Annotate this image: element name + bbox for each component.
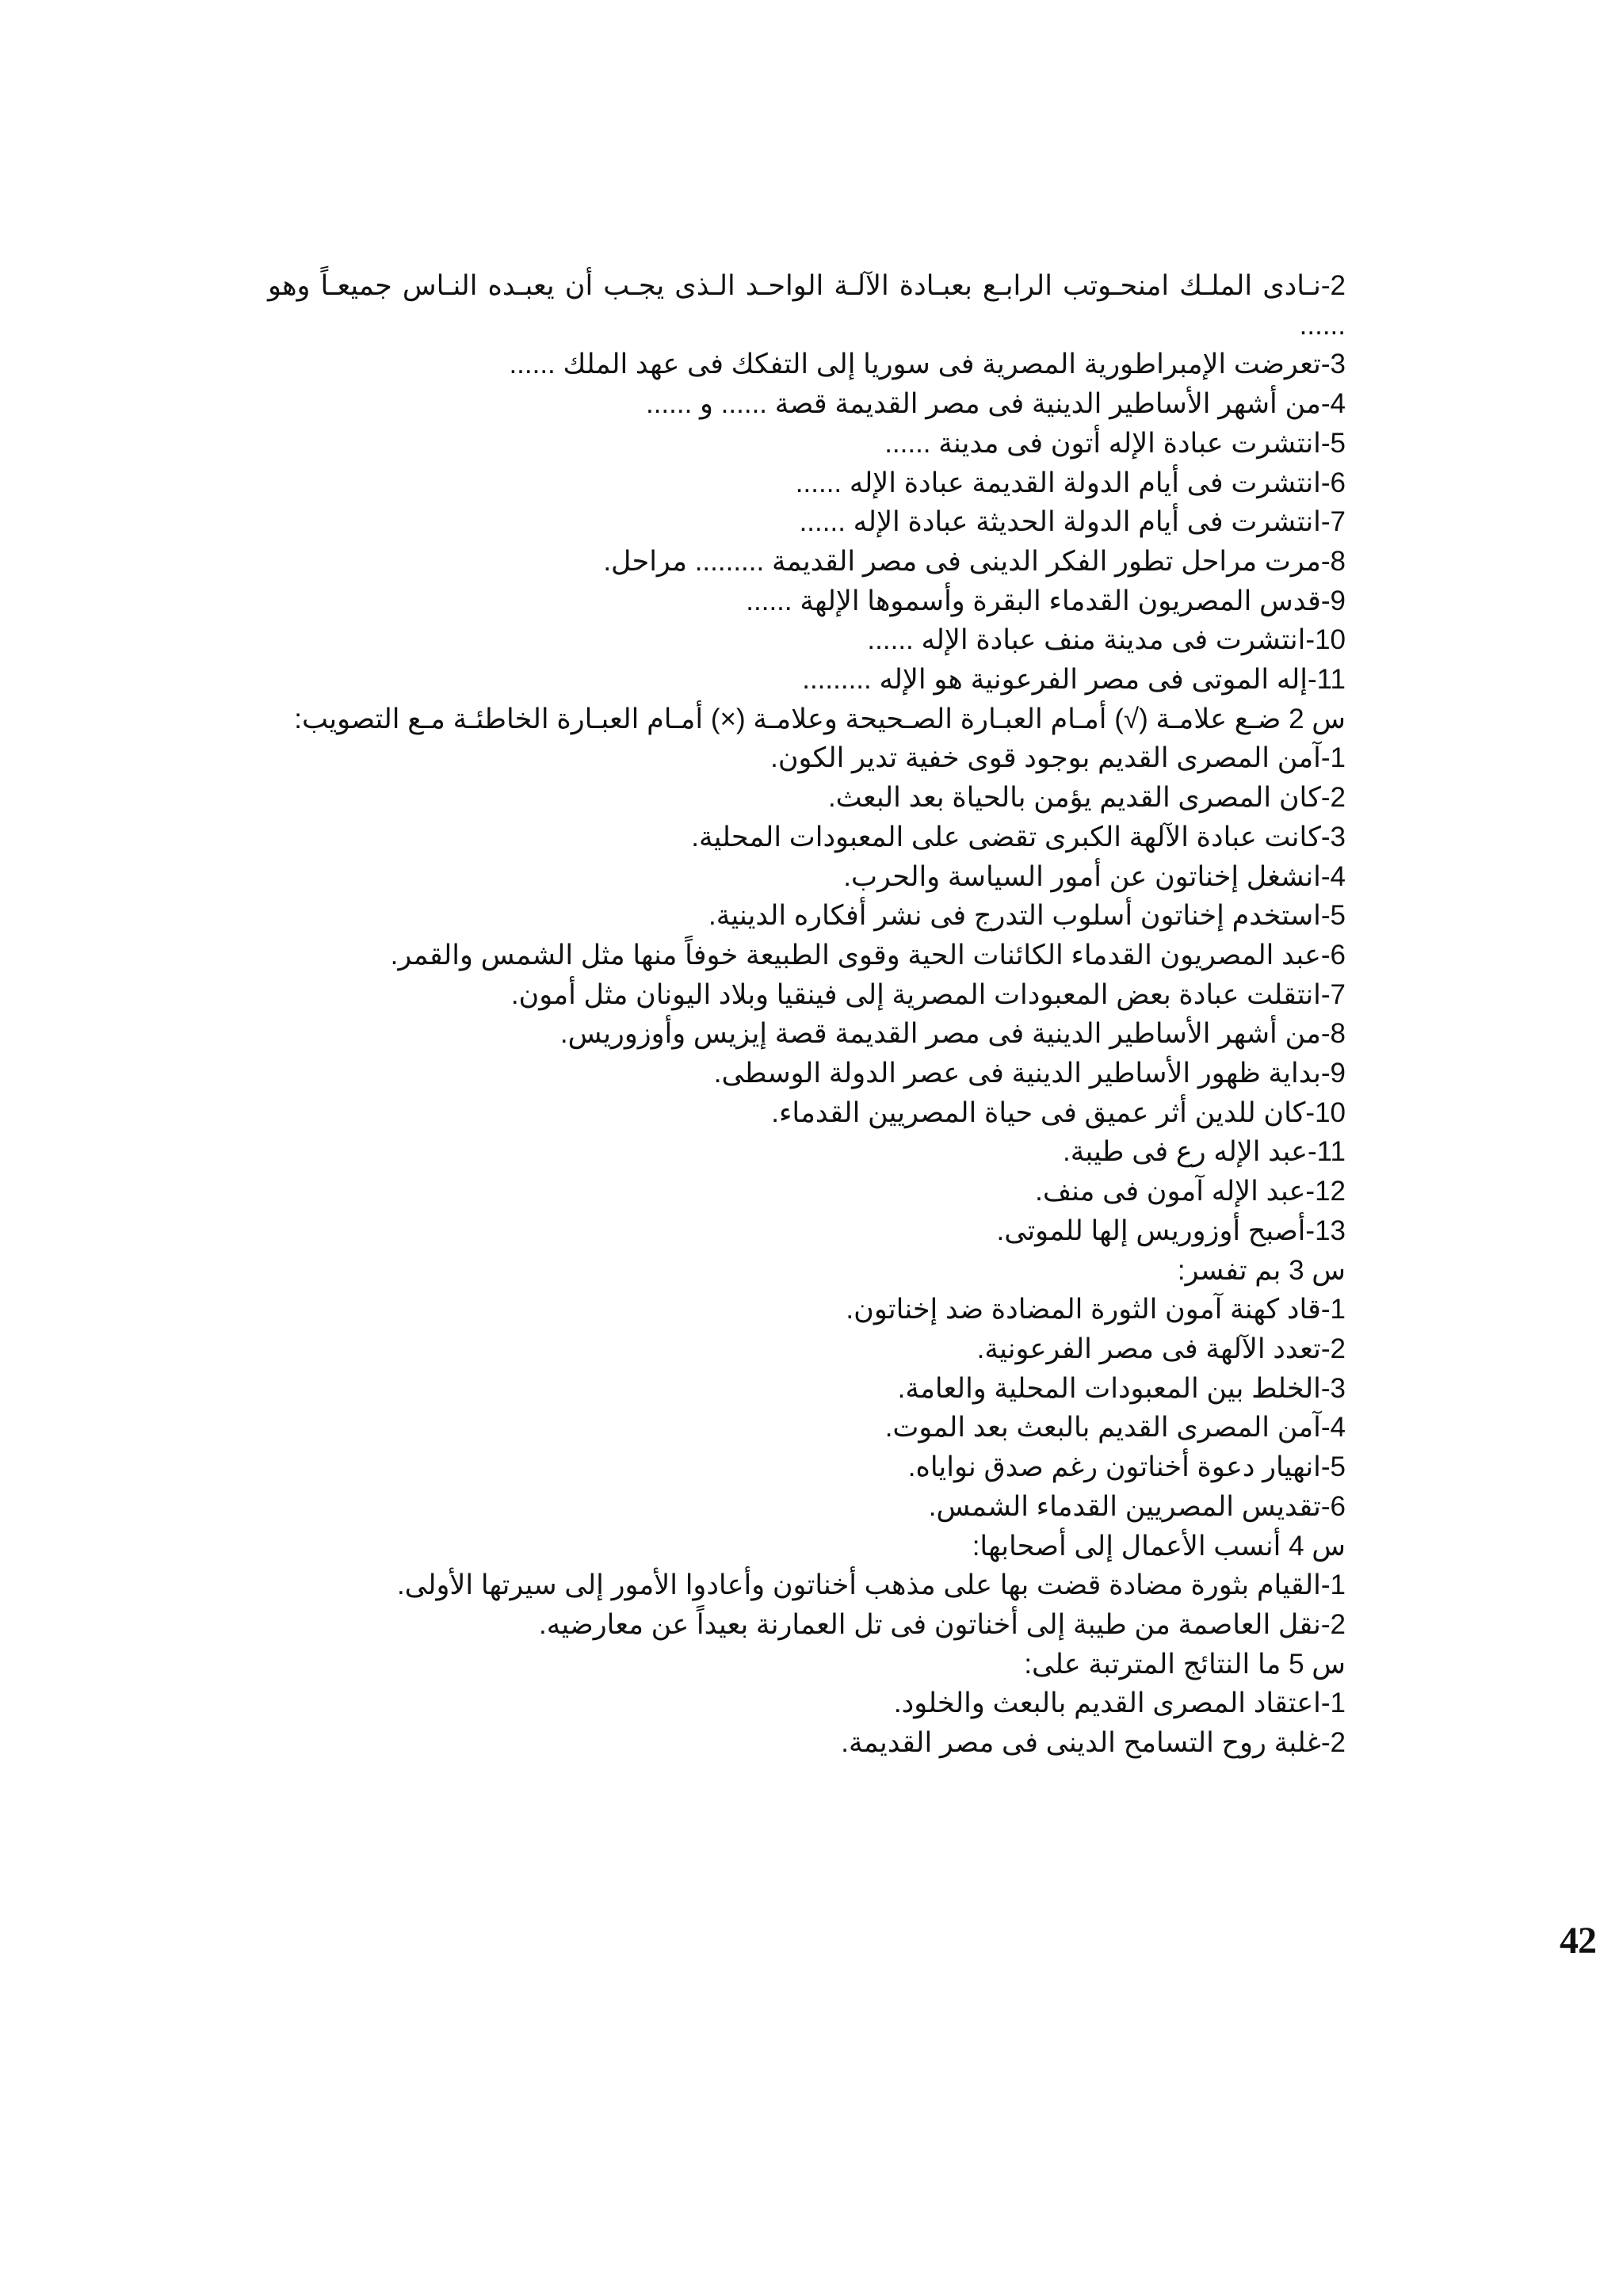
question-4-heading: س 4 أنسب الأعمال إلى أصحابها: — [972, 1530, 1346, 1562]
question-1-item-9: 9-قدس المصريون القدماء البقرة وأسموها الإلهة ...... — [746, 585, 1346, 616]
question-1-item-8: 8-مرت مراحل تطور الفكر الدينى فى مصر القديمة ......... مراحل. — [603, 545, 1346, 577]
question-1-item-3: 3-تعرضت الإمبراطورية المصرية فى سوريا إلى التفكك فى عهد الملك ...... — [509, 349, 1346, 380]
question-1-item-6: 6-انتشرت فى أيام الدولة القديمة عبادة الإله ...... — [795, 467, 1346, 498]
question-1-item-5: 5-انتشرت عبادة الإله أتون فى مدينة ...... — [884, 427, 1346, 459]
question-2-item-6: 6-عبد المصريون القدماء الكائنات الحية وقوى الطبيعة خوفاً منها مثل الشمس والقمر. — [390, 939, 1346, 971]
question-2-item-8: 8-من أشهر الأساطير الدينية فى مصر القديمة قصة إيزيس وأوزوريس. — [559, 1018, 1346, 1050]
question-3-item-2: 2-تعدد الآلهة فى مصر الفرعونية. — [976, 1333, 1346, 1364]
question-3-item-6: 6-تقديس المصريين القدماء الشمس. — [928, 1490, 1346, 1522]
question-1-item-11: 11-إله الموتى فى مصر الفرعونية هو الإله ......... — [802, 664, 1346, 696]
page-number: 42 — [1560, 1920, 1596, 1962]
question-2-item-12: 12-عبد الإله آمون فى منف. — [1035, 1176, 1346, 1207]
question-2-heading: س 2 ضـع علامـة (√) أمـام العبـارة الصـحيحة وعلامـة (×) أمـام العبـارة الخاطئـة مـع التصويب: — [294, 703, 1346, 734]
question-2-item-11: 11-عبد الإله رع فى طيبة. — [1063, 1136, 1346, 1168]
question-1-item-10: 10-انتشرت فى مدينة منف عبادة الإله ...... — [867, 624, 1346, 656]
question-4-item-2: 2-نقل العاصمة من طيبة إلى أخناتون فى تل العمارنة بعيداً عن معارضيه. — [538, 1608, 1346, 1640]
question-2-item-4: 4-انشغل إخناتون عن أمور السياسة والحرب. — [843, 860, 1346, 892]
question-2-item-13: 13-أصبح أوزوريس إلها للموتى. — [996, 1215, 1346, 1246]
page-body — [268, 266, 1346, 1763]
question-3-item-3: 3-الخلط بين المعبودات المحلية والعامة. — [897, 1372, 1346, 1404]
question-5-item-2: 2-غلبة روح التسامح الدينى فى مصر القديمة. — [841, 1727, 1346, 1759]
question-2-item-9: 9-بداية ظهور الأساطير الدينية فى عصر الدولة الوسطى. — [713, 1058, 1346, 1089]
question-2-item-1: 1-آمن المصرى القديم بوجود قوى خفية تدير الكون. — [770, 742, 1346, 774]
question-2-item-7: 7-انتقلت عبادة بعض المعبودات المصرية إلى فينقيا وبلاد اليونان مثل أمون. — [510, 978, 1346, 1010]
question-3-heading: س 3 بم تفسر: — [1177, 1254, 1346, 1286]
question-3-item-4: 4-آمن المصرى القديم بالبعث بعد الموت. — [884, 1412, 1346, 1444]
question-2-item-3: 3-كانت عبادة الآلهة الكبرى تقضى على المعبودات المحلية. — [691, 821, 1346, 852]
question-3-item-5: 5-انهيار دعوة أخناتون رغم صدق نواياه. — [907, 1451, 1346, 1483]
question-1-item-2: 2-نـادى الملـك امنحـوتب الرابـع بعبـادة الآلـة الواحـد الـذى يجـب أن يعبـده النـاس جميعـاً وهو ...... — [268, 270, 1346, 341]
question-5-item-1: 1-اعتقاد المصرى القديم بالبعث والخلود. — [893, 1688, 1346, 1719]
question-2-item-10: 10-كان للدين أثر عميق فى حياة المصريين القدماء. — [771, 1097, 1346, 1128]
question-1-item-7: 7-انتشرت فى أيام الدولة الحديثة عبادة الإله ...... — [799, 506, 1346, 538]
question-2-item-2: 2-كان المصرى القديم يؤمن بالحياة بعد البعث. — [827, 782, 1346, 814]
question-1-item-4: 4-من أشهر الأساطير الدينية فى مصر القديمة قصة ...... و ...... — [645, 388, 1346, 420]
question-5-heading: س 5 ما النتائج المترتبة على: — [1024, 1648, 1346, 1680]
question-3-item-1: 1-قاد كهنة آمون الثورة المضادة ضد إخناتون. — [846, 1294, 1346, 1325]
question-4-item-1: 1-القيام بثورة مضادة قضت بها على مذهب أخناتون وأعادوا الأمور إلى سيرتها الأولى. — [396, 1569, 1346, 1601]
question-2-item-5: 5-استخدم إخناتون أسلوب التدرج فى نشر أفكاره الدينية. — [708, 900, 1346, 932]
